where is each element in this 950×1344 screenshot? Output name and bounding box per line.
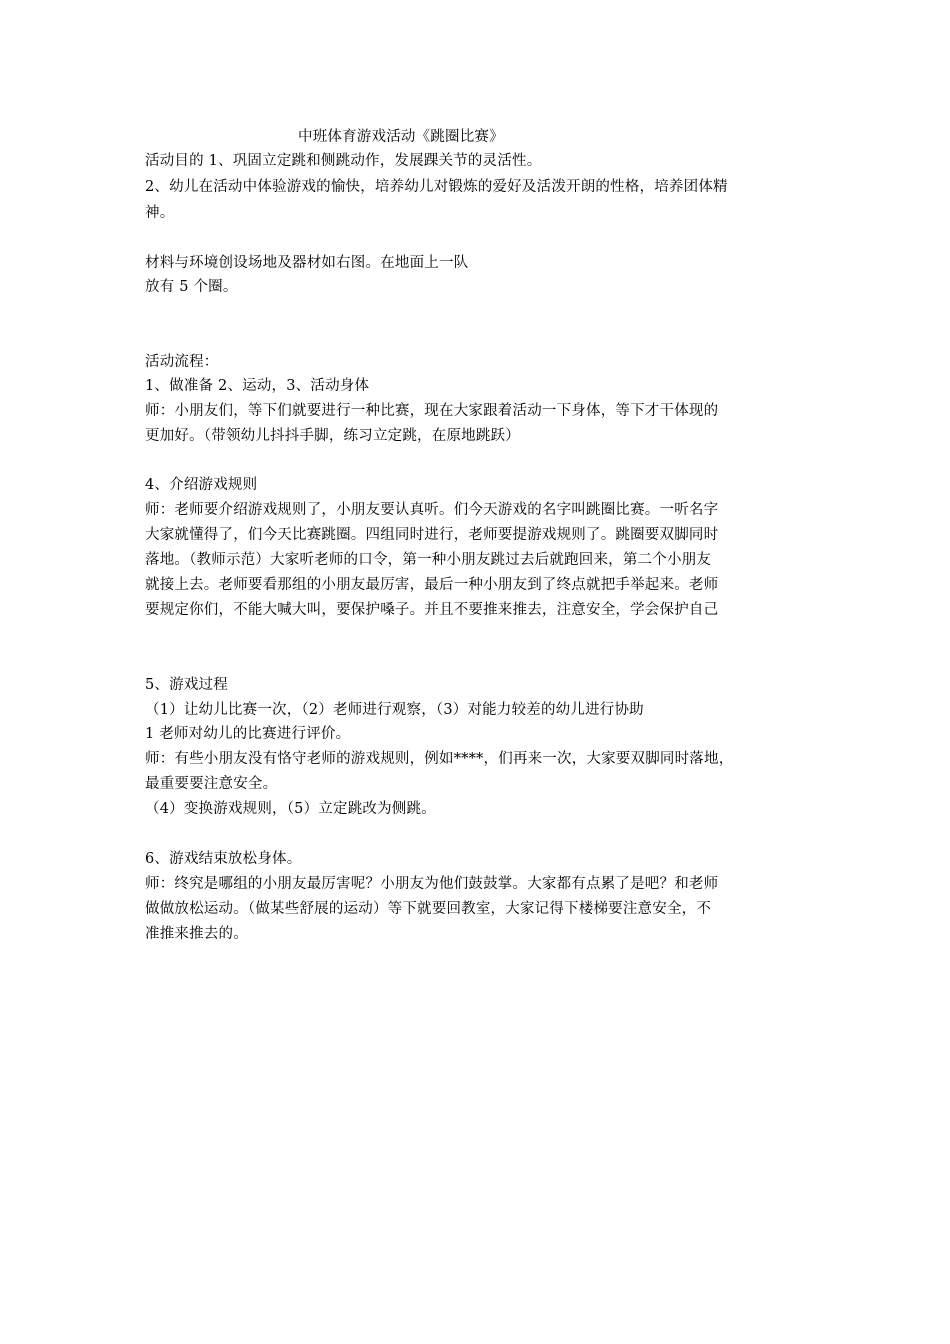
- step4-line: 落地。（教师示范）大家听老师的口令，第一种小朋友跳过去后就跑回来，第二个小朋友: [145, 552, 712, 568]
- step1-line: 更加好。（带领幼儿抖抖手脚，练习立定跳，在原地跳跃）: [145, 428, 520, 444]
- step6-line: 做做放松运动。（做某些舒展的运动）等下就要回教室，大家记得下楼梯要注意安全，不: [145, 901, 712, 917]
- step5-line: （4）变换游戏规则，（5）立定跳改为侧跳。: [145, 801, 436, 817]
- step5-line: （1）让幼儿比赛一次，（2）老师进行观察，（3）对能力较差的幼儿进行协助: [145, 702, 644, 718]
- step1-line: 1、做准备 2、运动，3、活动身体: [145, 378, 370, 394]
- materials-line: 放有 5 个圈。: [145, 279, 238, 295]
- goal-line: 活动目的 1、巩固立定跳和侧跳动作，发展踝关节的灵活性。: [145, 153, 542, 169]
- step5-line: 最重要要注意安全。: [145, 776, 278, 792]
- goal-line: 2、幼儿在活动中体验游戏的愉快，培养幼儿对锻炼的爱好及活泼开朗的性格，培养团体精: [145, 179, 728, 195]
- step4-line: 就接上去。老师要看那组的小朋友最厉害，最后一种小朋友到了终点就把手举起来。老师: [145, 577, 719, 593]
- step6-heading: 6、游戏结束放松身体。: [145, 851, 302, 867]
- step5-heading: 5、游戏过程: [145, 677, 228, 693]
- step6-line: 准推来推去的。: [145, 926, 248, 942]
- step6-line: 师：终究是哪组的小朋友最厉害呢？小朋友为他们鼓鼓掌。大家都有点累了是吧？和老师: [145, 876, 719, 892]
- document-title: 中班体育游戏活动《跳圈比赛》: [298, 129, 504, 145]
- materials-line: 材料与环境创设场地及器材如右图。在地面上一队: [145, 255, 469, 271]
- step4-line: 师：老师要介绍游戏规则了，小朋友要认真听。们今天游戏的名字叫跳圈比赛。一听名字: [145, 502, 719, 518]
- step1-line: 师：小朋友们，等下们就要进行一种比赛，现在大家跟着活动一下身体，等下才干体现的: [145, 403, 719, 419]
- step4-line: 大家就懂得了，们今天比赛跳圈。四组同时进行，老师要提游戏规则了。跳圈要双脚同时: [145, 527, 719, 543]
- step4-heading: 4、介绍游戏规则: [145, 477, 258, 493]
- goal-line: 神。: [145, 205, 175, 221]
- process-heading: 活动流程：: [145, 354, 219, 370]
- step4-line: 要规定你们，不能大喊大叫，要保护嗓子。并且不要推来推去，注意安全，学会保护自己: [145, 602, 719, 618]
- step5-line: 1 老师对幼儿的比赛进行评价。: [145, 726, 351, 742]
- step5-line: 师：有些小朋友没有恪守老师的游戏规则，例如****，们再来一次，大家要双脚同时落地，: [145, 751, 734, 767]
